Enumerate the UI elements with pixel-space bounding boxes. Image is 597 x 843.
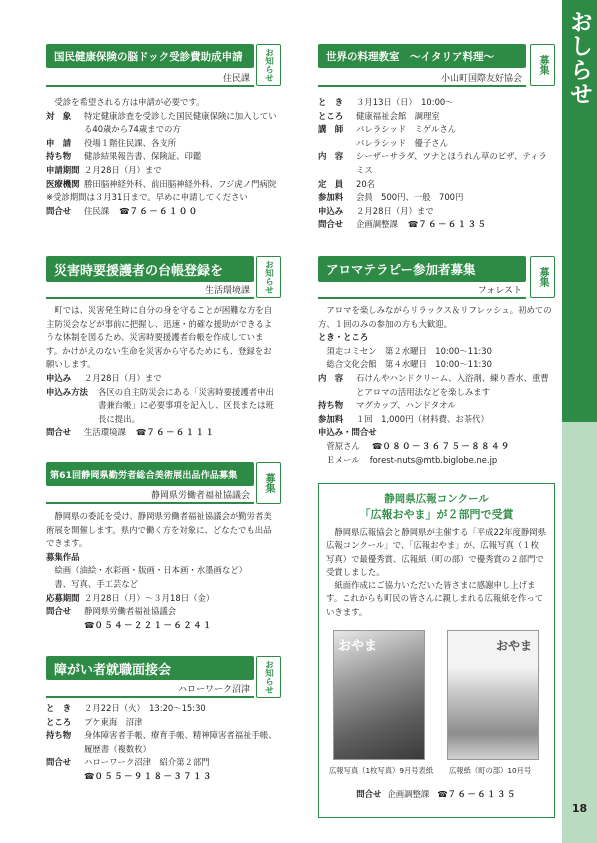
notice-dept: 静岡県労働者福祉協議会 [46, 488, 254, 504]
notice-title: 第61回静岡県勤労者総合美術展出品作品募集 [46, 462, 254, 486]
notice-dept: 生活環境課 [46, 283, 254, 299]
when-label: とき・ところ [318, 332, 369, 343]
phone-icon: ☎ [84, 619, 95, 630]
when-line: 須走コミセン 第２水曜日 10:00～11:30 [326, 345, 492, 356]
contest-box [318, 483, 555, 818]
info-row: 申込み ２月28日（月）まで [46, 372, 162, 383]
info-row: 講 師 バレラシッド ミゲルさん [318, 124, 457, 135]
contact-label: 申込み・問合せ [318, 427, 377, 438]
category-label: 募集作品 [46, 551, 80, 562]
notice-title: アロマテラピー参加者募集 [318, 256, 526, 282]
notice-dept: 住民課 [46, 71, 254, 87]
contest-subtitle: 「広報おやま」が２部門で受賞 [359, 508, 514, 521]
notice-ryori [318, 44, 555, 232]
contact-row: 問合せ 企画調整課 ☎ ７６－６１３５ [318, 218, 552, 232]
recruit-badge: 募集 [530, 44, 555, 86]
contact-row: ☎０５５－９１８－３７１３ [84, 770, 213, 781]
info-row: 参加料 １回 1,000円（材料費、お茶代） [318, 413, 489, 424]
info-row: ところ 健康福祉会館 調理室 [318, 110, 440, 121]
notice-badge: お知らせ [256, 256, 281, 298]
when-line: 総合文化会館 第４水曜日 10:00～11:30 [326, 359, 492, 370]
notice-body [46, 96, 278, 218]
intro-text: 受診を希望される方は申請が必要です。 [54, 97, 205, 107]
cover-photo-sept [333, 630, 425, 760]
notice-body [46, 702, 278, 784]
notice-dept: フォレスト [318, 283, 526, 299]
contest-text: 紙面作成にご協力いただいた皆さまに感謝申し上げます。これからも町民の皆さんに親しまれる広報紙を作っていきます。 [326, 580, 544, 617]
info-row: 問合せ ハローワーク沼津 紹介第２部門 [46, 757, 210, 768]
notice-kokuho [46, 44, 281, 218]
notice-shoku [46, 656, 281, 784]
info-row: 定 員 20名 [318, 178, 376, 189]
email-link[interactable]: forest-nuts@mtb.biglobe.ne.jp [369, 454, 498, 465]
info-row: 持ち物 マグカップ、ハンドタオル [318, 400, 456, 411]
notice-dept: 小山町国際友好協会 [318, 71, 526, 87]
info-row: と き ３月13日（日） 10:00～ [318, 97, 454, 107]
info-row: 持ち物 健診結果報告書、保険証、印鑑 [46, 151, 202, 162]
notice-dept: ハローワーク沼津 [46, 682, 254, 698]
phone-icon: ☎ [119, 205, 130, 216]
body-text: 町では、災害発生時に自分の身を守ることが困難な方を自主防災会などが事前に把握し、迅速・的確な援助ができるような体制を図るため、災害時要援護者台帳を作成しています。かけがえのない生命を災害から守るためにも、登録をお願いします。 [46, 305, 273, 370]
cover-logo: おやま [495, 639, 532, 653]
contest-title: 静岡県広報コンクール [384, 493, 489, 505]
info-row: 対 象 特定健康診査を受診した国民健康保険に加入している40歳から74歳までの方 [46, 110, 277, 135]
page-number: 18 [571, 801, 588, 815]
info-row: 申請期間 ２月28日（月）まで [46, 164, 162, 175]
info-row: 内 容 石けんやハンドクリーム、入浴剤、練り香水、重曹とアロマの活用法などを楽しみます [318, 372, 549, 397]
cover-logo: おやま [338, 639, 378, 654]
info-row: 応募期間 ２月28日（月）～３月18日（金） [46, 592, 215, 603]
category-line: 書、写真、手工芸など [54, 578, 139, 589]
contest-contact: 問合せ 企画調整課 ☎７６－６１３５ [356, 789, 517, 799]
notice-title: 災害時要援護者の台帳登録を [46, 256, 254, 282]
info-row: ところ プケ東海 沼津 [46, 716, 143, 727]
notice-badge: お知らせ [256, 44, 281, 86]
category-line: 絵画（油絵・水彩画・版画・日本画・水墨画など） [54, 565, 248, 576]
info-row: 申 請 役場１階住民課、各支所 [46, 137, 177, 148]
info-row: 参加料 会員 500円、一般 700円 [318, 192, 464, 203]
info-row: バレラシッド 優子さん [356, 137, 448, 148]
info-row: 申込み ２月28日（月）まで [318, 205, 434, 216]
notice-art [46, 462, 281, 632]
info-row: 問合せ 静岡県労働者福祉協議会 [46, 606, 177, 617]
phone-icon: ☎ [371, 440, 383, 451]
side-band [562, 422, 597, 843]
notice-badge: お知らせ [256, 656, 281, 698]
contact-row: ☎０５４－２２１－６２４１ [84, 619, 213, 630]
notice-aroma [318, 256, 555, 467]
notice-saigai [46, 256, 281, 440]
note-text: ※受診期間は３月31日まで。早めに申請してください [46, 192, 248, 203]
contact-row: 問合せ 生活環境課 ☎ ７６－６１１１ [46, 426, 278, 440]
cover-caption: 広報紙（町の部）10月号 [449, 766, 532, 775]
notice-body [46, 304, 278, 440]
recruit-badge: 募集 [530, 256, 555, 298]
contact-row: 問合せ 住民課 ☎ ７６－６１００ [46, 205, 278, 219]
notice-title: 世界の料理教室 ～イタリア料理～ [318, 44, 526, 68]
phone-icon: ☎ [135, 427, 147, 438]
phone-icon: ☎ [84, 770, 95, 781]
body-text: 静岡県の委託を受け、静岡県労働者福祉協議会が勤労者美術展を開催します。県内で働く方を対象に、どなたでも出品できます。 [46, 511, 272, 549]
info-row: 医療機関 勝田脳神経外科、前田脳神経外科、フジ虎ノ門病院 [46, 178, 277, 189]
info-row: 申込み方法 各区の自主防災会にある「災害時要援護者申出書兼台帳」に必要事項を記入し、区長または班長に提出。 [46, 386, 274, 424]
side-label: おしらせ [566, 10, 592, 106]
info-row: と き ２月22日（火） 13:20～15:30 [46, 703, 206, 713]
contest-body [319, 522, 554, 619]
contest-text: 静岡県広報協会と静岡県が主催する「平成22年度静岡県広報コンクール」で、「広報おやま」が、広報写真（１枚写真）で最優秀賞、広報紙（町の部）で優秀賞の２部門で受賞しました。 [326, 527, 547, 577]
info-row: 内 容 シーザーサラダ、ツナとほうれん草のピザ、ティラミス [318, 151, 547, 175]
body-text: アロマを楽しみながらリラックス＆リフレッシュ。初めての方、１回のみの参加の方も大歓迎。 [318, 305, 552, 329]
phone-icon: ☎ [407, 219, 419, 230]
contact-row: 菅原さん ☎０８０－３６７５－８８４９ [326, 440, 511, 451]
notice-body [318, 96, 552, 232]
notice-title: 障がい者就職面接会 [46, 656, 254, 680]
notice-body [318, 304, 552, 467]
cover-photo-oct [447, 630, 539, 760]
info-row: 持ち物 身体障害者手帳、療育手帳、精神障害者福祉手帳、履歴書（複数枚） [46, 730, 277, 754]
recruit-badge: 募集 [256, 462, 281, 504]
notice-body [46, 510, 278, 632]
phone-icon: ☎ [437, 789, 448, 799]
cover-caption: 広報写真（1枚写真）9月号表紙 [329, 766, 434, 775]
notice-title: 国民健康保険の脳ドック受診費助成申請 [46, 44, 254, 68]
email-row: Ｅメール forest-nuts@mtb.biglobe.ne.jp [326, 454, 498, 465]
